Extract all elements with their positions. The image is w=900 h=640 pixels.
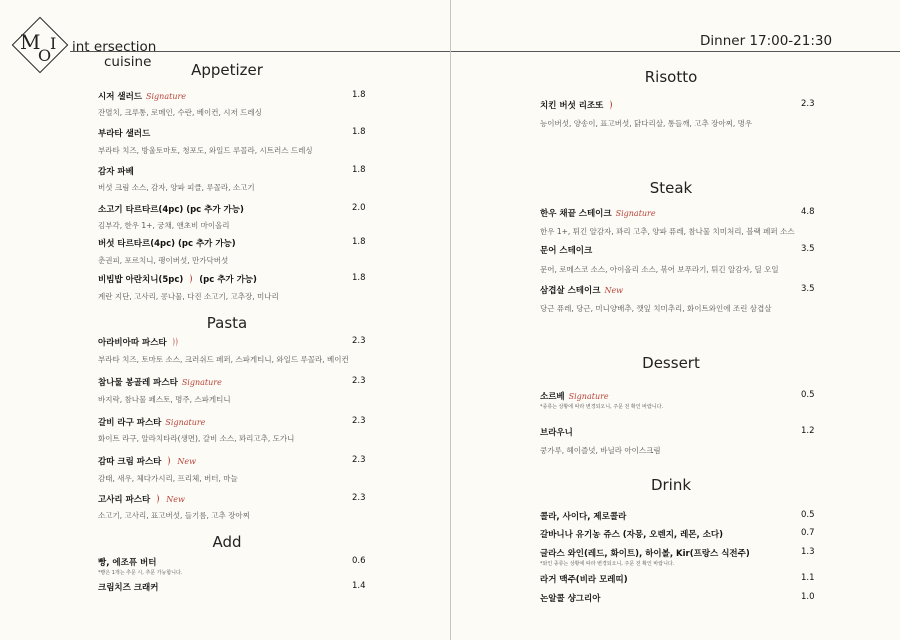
menu-item-name: 소르베 Signature — [540, 391, 609, 402]
menu-item-price: 0.5 — [801, 510, 815, 520]
menu-item-price: 1.8 — [352, 90, 366, 100]
menu-item-desc: 소고기, 고사리, 표고버섯, 들기름, 고추 장아찌 — [98, 511, 250, 520]
menu-item-name: 참나물 봉골레 파스타 Signature — [98, 377, 222, 388]
menu-item-desc: 부라타 치즈, 토마토 소스, 크러쉬드 페퍼, 스파게티니, 와일드 루꼴라, 베이컨 — [98, 355, 349, 364]
signature-tag: Signature — [181, 377, 222, 387]
chili-icon — [171, 337, 179, 347]
menu-item-price: 1.1 — [801, 573, 815, 583]
menu-item-price: 2.0 — [352, 203, 366, 213]
menu-item-desc: 화이트 라구, 알라치타라(생면), 갈비 소스, 꽈리고추, 도가니 — [98, 434, 295, 443]
menu-item-desc: 당근 퓨레, 당근, 미니양배추, 깻잎 치미추리, 화이트와인에 조린 삼겹살 — [540, 304, 772, 313]
signature-tag: Signature — [165, 417, 206, 427]
menu-item-price: 2.3 — [352, 336, 366, 346]
logo-monogram — [12, 22, 68, 72]
menu-item-name: 고사리 파스타 New — [98, 494, 185, 505]
menu-item-desc: 버섯 크림 소스, 감자, 양파 피클, 루꼴라, 소고기 — [98, 183, 255, 192]
menu-item-desc: 부라타 치즈, 방울토마토, 청포도, 와일드 루꼴라, 시트러스 드레싱 — [98, 146, 313, 155]
menu-item-name: 라거 맥주(비라 모레띠) — [540, 575, 628, 585]
menu-item-name: 치킨 버섯 리조또 — [540, 99, 615, 111]
menu-item-note: *와인 종류는 상황에 따라 변경되오니, 주문 전 확인 바랍니다. — [540, 561, 675, 567]
menu-item-price: 1.8 — [352, 165, 366, 175]
menu-item-desc: 쿵가루, 헤이즐넛, 바닐라 아이스크림 — [540, 446, 661, 455]
menu-item-desc: 계란 지단, 고사리, 콩나물, 다진 소고기, 고추장, 미나리 — [98, 292, 279, 301]
menu-item-price: 2.3 — [352, 376, 366, 386]
menu-item-price: 1.2 — [801, 426, 815, 436]
menu-item-name: 감따 크림 파스타 New — [98, 456, 196, 467]
menu-item-name: 갈바니나 유기농 쥬스 (자몽, 오렌지, 레몬, 소다) — [540, 530, 724, 540]
menu-item-name: 갈비 라구 파스타 Signature — [98, 417, 206, 428]
chili-icon — [187, 274, 195, 284]
menu-item-desc: 한우 1+, 튀긴 알감자, 꽈리 고추, 양파 퓨레, 참나물 치미처리, 블랙 페퍼 소스 — [540, 227, 795, 236]
menu-item-price: 1.8 — [352, 127, 366, 137]
brand-name: int ersection — [72, 39, 157, 55]
header-rule-right — [451, 51, 900, 52]
menu-item-price: 1.3 — [801, 547, 815, 557]
section-title-steak: Steak — [649, 179, 693, 197]
menu-item-name: 아라비아따 파스타 — [98, 336, 179, 348]
menu-item-price: 0.5 — [801, 390, 815, 400]
menu-item-name: 브라우니 — [540, 428, 573, 438]
menu-item-name: 부라타 샐러드 — [98, 129, 151, 139]
menu-item-note: *빵은 1개는 추문 시, 추문 가능합니다. — [98, 570, 183, 576]
menu-item-desc: 감태, 새우, 체다가시리, 프리체, 버터, 마늘 — [98, 474, 238, 483]
menu-item-price: 2.3 — [352, 416, 366, 426]
menu-item-name: 소고기 타르타르(4pc) (pc 추가 가능) — [98, 205, 244, 215]
section-title-appetizer: Appetizer — [191, 61, 263, 79]
section-title-drink: Drink — [650, 476, 692, 494]
menu-item-desc: 바지락, 참나물 페스토, 명주, 스파게티니 — [98, 395, 231, 404]
menu-item-price: 2.3 — [352, 493, 366, 503]
logo-letter: O — [38, 46, 52, 65]
new-tag: New — [604, 285, 624, 295]
menu-item-price: 2.3 — [352, 455, 366, 465]
section-title-add: Add — [212, 533, 242, 551]
menu-item-price: 3.5 — [801, 244, 815, 254]
brand-subtitle: cuisine — [104, 54, 152, 70]
menu-item-note: *종류는 상황에 따라 변경되오니, 주문 전 확인 바랍니다. — [540, 404, 664, 410]
menu-item-name: 비빔밥 아란치니(5pc) (pc 추가 가능) — [98, 275, 257, 285]
menu-item-name: 논알콜 샹그리아 — [540, 594, 601, 604]
menu-item-price: 1.4 — [352, 581, 366, 591]
menu-item-name: 콜라, 사이다, 제로콜라 — [540, 512, 627, 522]
menu-item-name: 문어 스테이크 — [540, 246, 593, 256]
logo-letter: I — [50, 34, 57, 53]
menu-item-price: 2.3 — [801, 99, 815, 109]
menu-item-name: 버섯 타르타르(4pc) (pc 추가 가능) — [98, 239, 236, 249]
menu-item-desc: 춘권피, 포르치니, 팽이버섯, 만가닥버섯 — [98, 256, 229, 265]
menu-item-price: 1.0 — [801, 592, 815, 602]
menu-item-desc: 김부각, 한우 1+, 궁채, 앤초비 마이올리 — [98, 221, 230, 230]
menu-item-desc: 잔멸치, 크루통, 로메인, 수란, 베이컨, 시저 드레싱 — [98, 108, 262, 117]
logo-letter: M — [20, 30, 41, 54]
menu-item-name: 시저 샐러드 Signature — [98, 91, 187, 102]
new-tag: New — [177, 456, 196, 466]
dinner-hours: Dinner 17:00-21:30 — [700, 33, 833, 49]
new-tag: New — [166, 494, 185, 504]
menu-item-name: 감자 파베 — [98, 167, 134, 177]
menu-item-name: 한우 채끝 스테이크 Signature — [540, 208, 656, 219]
section-title-pasta: Pasta — [206, 314, 248, 332]
signature-tag: Signature — [568, 391, 609, 401]
chili-icon — [154, 494, 162, 504]
menu-item-price: 1.8 — [352, 237, 366, 247]
menu-item-desc: 능이버섯, 양송이, 표고버섯, 닭다리살, 통들깨, 고추 장아찌, 명우 — [540, 119, 753, 128]
page-spine — [450, 0, 451, 640]
menu-item-price: 4.8 — [801, 207, 815, 217]
menu-item-name: 삼겹살 스테이크 New — [540, 285, 624, 296]
chili-icon — [607, 100, 615, 110]
signature-tag: Signature — [146, 91, 187, 101]
menu-page-right — [451, 0, 900, 640]
menu-item-price: 0.7 — [801, 528, 815, 538]
menu-item-price: 0.6 — [352, 556, 366, 566]
chili-icon — [165, 456, 173, 466]
signature-tag: Signature — [615, 208, 656, 218]
menu-item-price: 3.5 — [801, 284, 815, 294]
menu-item-name: 빵, 에조퓨 버터 — [98, 558, 157, 568]
menu-item-desc: 문어, 로메스코 소스, 아이올리 소스, 볶어 보푸라기, 튀긴 알감자, 딜 오일 — [540, 265, 779, 274]
section-title-dessert: Dessert — [642, 354, 700, 372]
section-title-risotto: Risotto — [644, 68, 698, 86]
menu-item-name: 글라스 와인(레드, 화이트), 하이볼, Kir(프랑스 식전주) — [540, 549, 750, 559]
menu-item-price: 1.8 — [352, 273, 366, 283]
menu-item-name: 크림치즈 크래커 — [98, 583, 159, 593]
